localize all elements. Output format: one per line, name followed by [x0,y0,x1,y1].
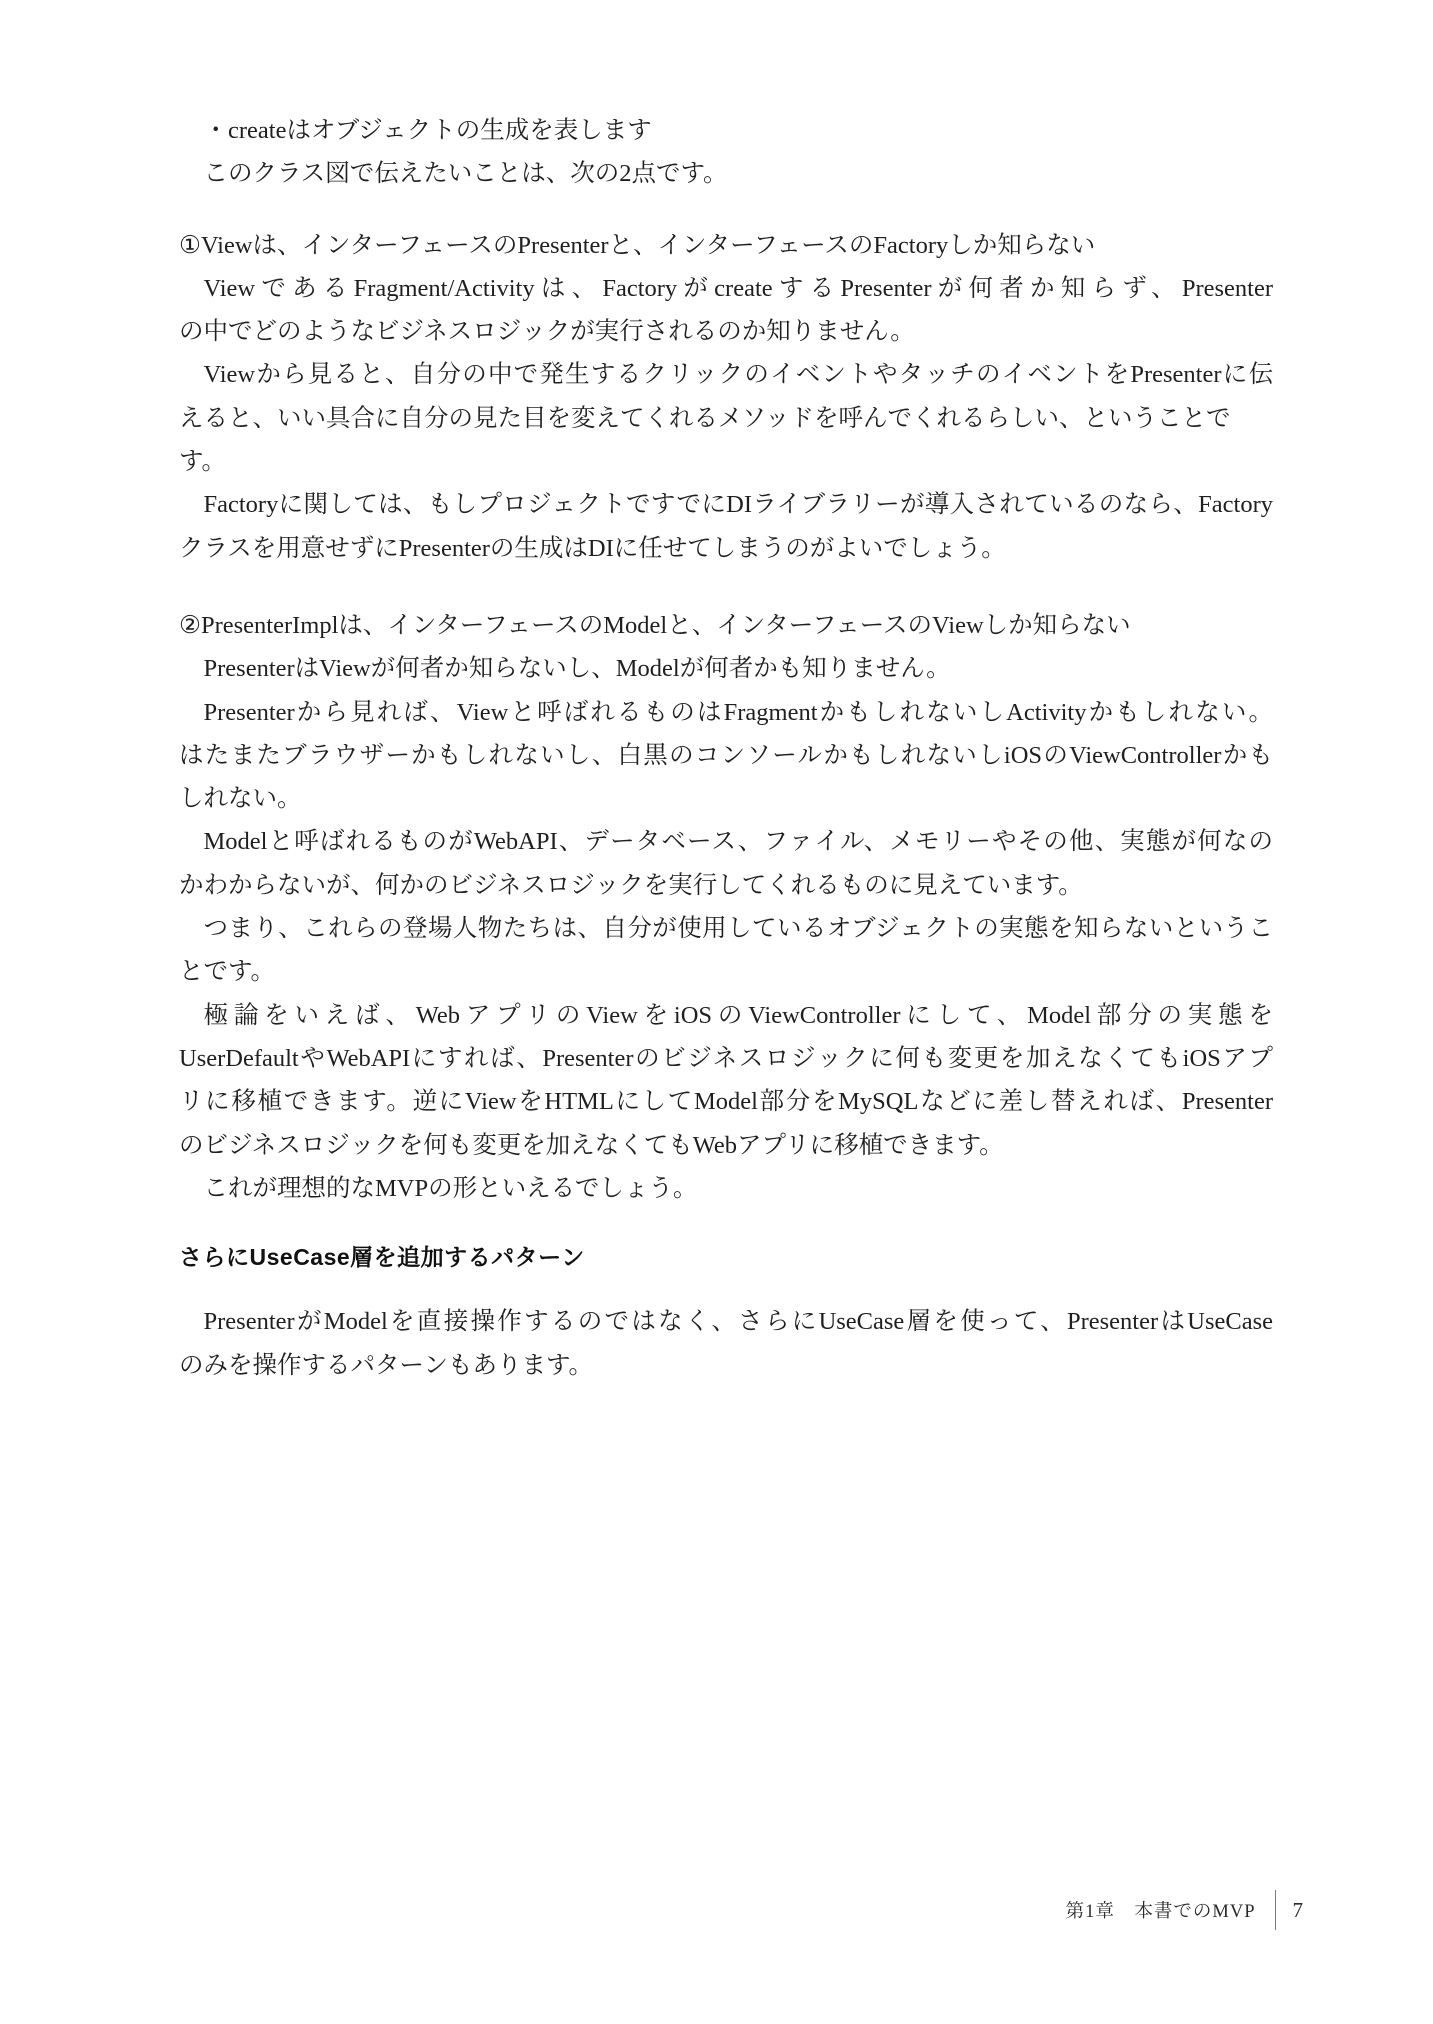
footer-chapter-title: 第1章 本書でのMVP [1065,1902,1256,1922]
paragraph-line: クラスを用意せずにPresenterの生成はDIに任せてしまうのがよいでしょう。 [179,534,1006,562]
paragraph-line: PresenterはViewが何者か知らないし、Modelが何者かも知りません。 [203,655,951,683]
paragraph-line: リに移植できます。逆にViewをHTMLにしてModel部分をMySQLなどに差し替えれば、Presenter [179,1088,1273,1116]
paragraph-line: 極論をいえば、WebアプリのViewをiOSのViewControllerにして、Model部分の実態を [203,1001,1273,1029]
page-footer [1066,1890,1303,1930]
numbered-heading-2: ②PresenterImplは、インターフェースのModelと、インターフェースのViewしか知らない [179,611,1131,639]
numbered-heading-1: ①Viewは、インターフェースのPresenterと、インターフェースのFactoryしか知らない [179,231,1096,259]
footer-rule [1275,1890,1276,1930]
paragraph-line: のビジネスロジックを何も変更を加えなくてもWebアプリに移植できます。 [179,1131,1004,1159]
section-subheading: さらにUseCase層を追加するパターン [179,1244,585,1271]
paragraph-line: PresenterがModelを直接操作するのではなく、さらにUseCase層を使って、PresenterはUseCase [203,1308,1273,1336]
paragraph-line: しれない。 [179,785,302,813]
paragraph-line: これが理想的なMVPの形といえるでしょう。 [203,1174,698,1202]
paragraph-line: Modelと呼ばれるものがWebAPI、データベース、ファイル、メモリーやその他、実態が何なの [203,828,1273,856]
paragraph-line: えると、いい具合に自分の見た目を変えてくれるメソッドを呼んでくれるらしい、ということです。 [179,404,1231,476]
paragraph-line: のみを操作するパターンもあります。 [179,1351,594,1379]
paragraph-line: Viewから見ると、自分の中で発生するクリックのイベントやタッチのイベントをPresenterに伝 [203,361,1273,389]
body-text [179,109,1273,1387]
paragraph-line: Factoryに関しては、もしプロジェクトですでにDIライブラリーが導入されているのなら、Factory [203,491,1273,519]
paragraph-line: の中でどのようなビジネスロジックが実行されるのか知りません。 [179,318,915,346]
paragraph-line: このクラス図で伝えたいことは、次の2点です。 [203,160,728,188]
paragraph-line: ViewであるFragment/Activityは、FactoryがcreateするPresenterが何者か知らず、Presenter [203,274,1273,302]
page-number: 7 [1292,1897,1303,1922]
paragraph-line: かわからないが、何かのビジネスロジックを実行してくれるものに見えています。 [179,871,1083,899]
paragraph-line: はたまたブラウザーかもしれないし、白黒のコンソールかもしれないしiOSのViewControllerかも [179,741,1273,769]
paragraph-line: とです。 [179,958,276,986]
paragraph-line: UserDefaultやWebAPIにすれば、Presenterのビジネスロジックに何も変更を加えなくてもiOSアプ [179,1044,1273,1072]
paragraph-line: Presenterから見れば、Viewと呼ばれるものはFragmentかもしれないしActivityかもしれない。 [203,698,1273,726]
paragraph-line: つまり、これらの登場人物たちは、自分が使用しているオブジェクトの実態を知らないというこ [203,915,1273,943]
bullet-line: ・createはオブジェクトの生成を表します [203,117,652,144]
